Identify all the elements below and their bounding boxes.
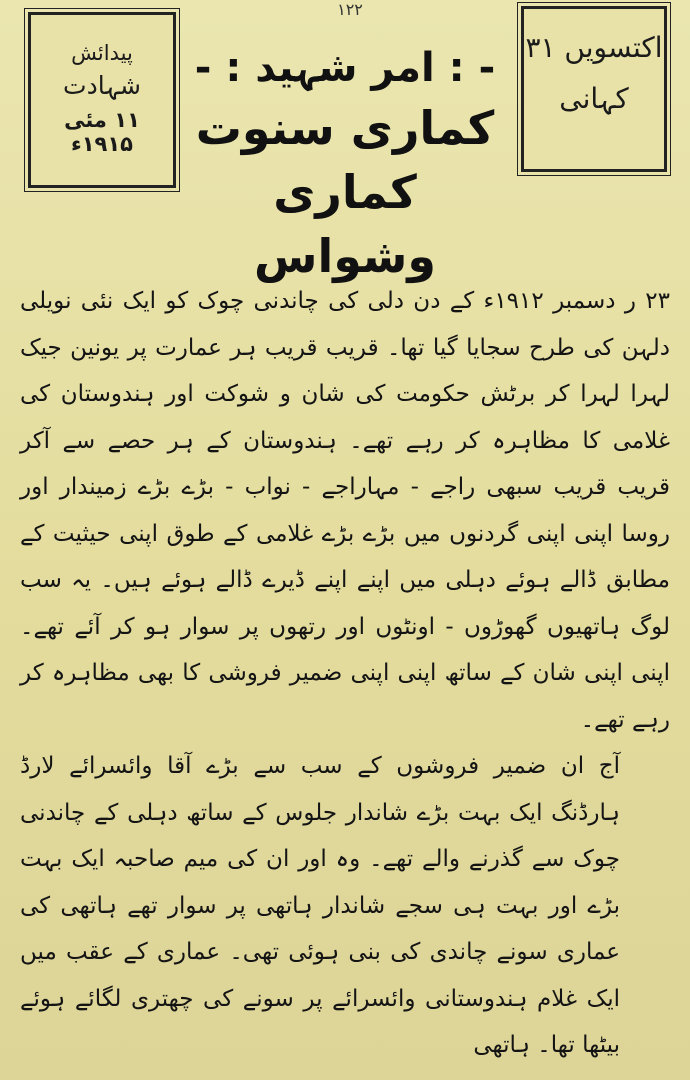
- story-label: کہانی: [559, 82, 629, 115]
- chapter-title: [180, 40, 510, 288]
- story-number-box: [521, 6, 667, 172]
- martyrdom-date: ۱۱ مئی ۱۹۱۵ء: [64, 108, 140, 156]
- page-number: ۱۲۲: [337, 0, 363, 19]
- martyrdom-label: شہادت: [63, 71, 141, 100]
- title-line-2: کماری سنوت کماری وشواس: [195, 101, 495, 283]
- story-ordinal: اکتسویں ۳۱: [525, 31, 663, 64]
- paragraph: آج ان ضمیر فروشوں کے سب سے بڑے آقا وائسرائے لارڈ ہارڈنگ ایک بہت بڑے شاندار جلوس کے ساتھ دہلی کے چاندنی چوک سے گذرنے والے تھے۔ وہ اور ان کی میم صاحبہ ایک بہت بڑے اور بہت ہی سجے شاندار ہاتھی پر سوار تھے ہاتھی کی عماری سونے چاندی کی بنی ہوئی تھی۔ عماری کے عقب میں ایک غلام ہندوستانی وائسرائے پر سونے کی چھتری لگائے ہوئے بیٹھا تھا۔ ہاتھی: [20, 753, 620, 1058]
- story-body: [20, 278, 670, 1069]
- paragraph: ۲۳ ر دسمبر ۱۹۱۲ء کے دن دلی کی چاندنی چوک کو ایک نئی نویلی دلہن کی طرح سجایا گیا تھا۔ قریب قریب ہر عمارت پر یونین جیک لہرا لہرا کر برٹش حکومت کی شان و شوکت اور ہندوستان کی غلامی کا مظاہرہ کر رہے تھے۔ ہندوستان کے ہر حصے سے آکر قریب قریب سبھی راجے - مہاراجے - نواب - بڑے بڑے زمیندار اور روسا اپنی اپنی گردنوں میں بڑے بڑے غلامی کے طوق اپنی حیثیت کے مطابق ڈالے ہوئے دہلی میں اپنے اپنے ڈیرے ڈالے ہوئے ہیں۔ یہ سب لوگ ہاتھیوں گھوڑوں - اونٹوں اور رتھوں پر سوار ہو کر آئے تھے۔ اپنی اپنی شان کے ساتھ اپنی اپنی ضمیر فروشی کا بھی مظاہرہ کر رہے تھے۔: [20, 288, 670, 733]
- birth-label: پیدائش: [71, 41, 133, 65]
- birth-martyrdom-box: [28, 12, 176, 188]
- title-line-1: - : امر شہید : -: [194, 45, 496, 91]
